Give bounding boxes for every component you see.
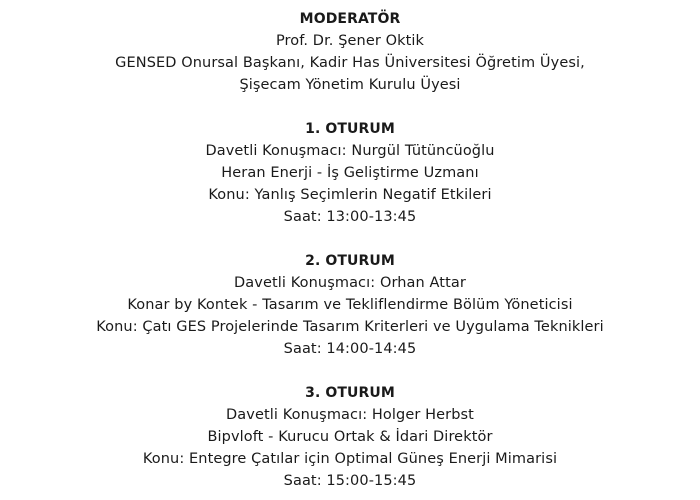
session-topic: Konu: Entegre Çatılar için Optimal Güneş Enerji Mimarisi: [142, 451, 558, 467]
session-time: Saat: 15:00-15:45: [283, 473, 417, 489]
session-heading: 2. OTURUM: [305, 253, 395, 269]
session-affiliation: Bipvloft - Kurucu Ortak & İdari Direktör: [207, 429, 493, 445]
session-2: [0, 250, 700, 360]
session-affiliation: Konar by Kontek - Tasarım ve Tekliflendirme Bölüm Yöneticisi: [127, 297, 573, 313]
session-heading: 3. OTURUM: [305, 385, 395, 401]
moderator-role-line2: Şişecam Yönetim Kurulu Üyesi: [239, 77, 461, 93]
session-topic: Konu: Yanlış Seçimlerin Negatif Etkileri: [208, 187, 492, 203]
session-topic: Konu: Çatı GES Projelerinde Tasarım Kriterleri ve Uygulama Teknikleri: [96, 319, 604, 335]
session-3: [0, 382, 700, 492]
session-time: Saat: 14:00-14:45: [283, 341, 417, 357]
session-1: [0, 118, 700, 228]
session-speaker: Davetli Konuşmacı: Orhan Attar: [234, 275, 466, 291]
moderator-heading: MODERATÖR: [299, 11, 401, 27]
session-speaker: Davetli Konuşmacı: Nurgül Tütüncüoğlu: [205, 143, 495, 159]
moderator-role-line1: GENSED Onursal Başkanı, Kadir Has Üniversitesi Öğretim Üyesi,: [115, 55, 585, 71]
moderator-name: Prof. Dr. Şener Oktik: [275, 33, 425, 49]
moderator-section: [0, 8, 700, 96]
session-speaker: Davetli Konuşmacı: Holger Herbst: [226, 407, 474, 423]
session-heading: 1. OTURUM: [305, 121, 395, 137]
session-affiliation: Heran Enerji - İş Geliştirme Uzmanı: [221, 165, 479, 181]
session-time: Saat: 13:00-13:45: [283, 209, 417, 225]
